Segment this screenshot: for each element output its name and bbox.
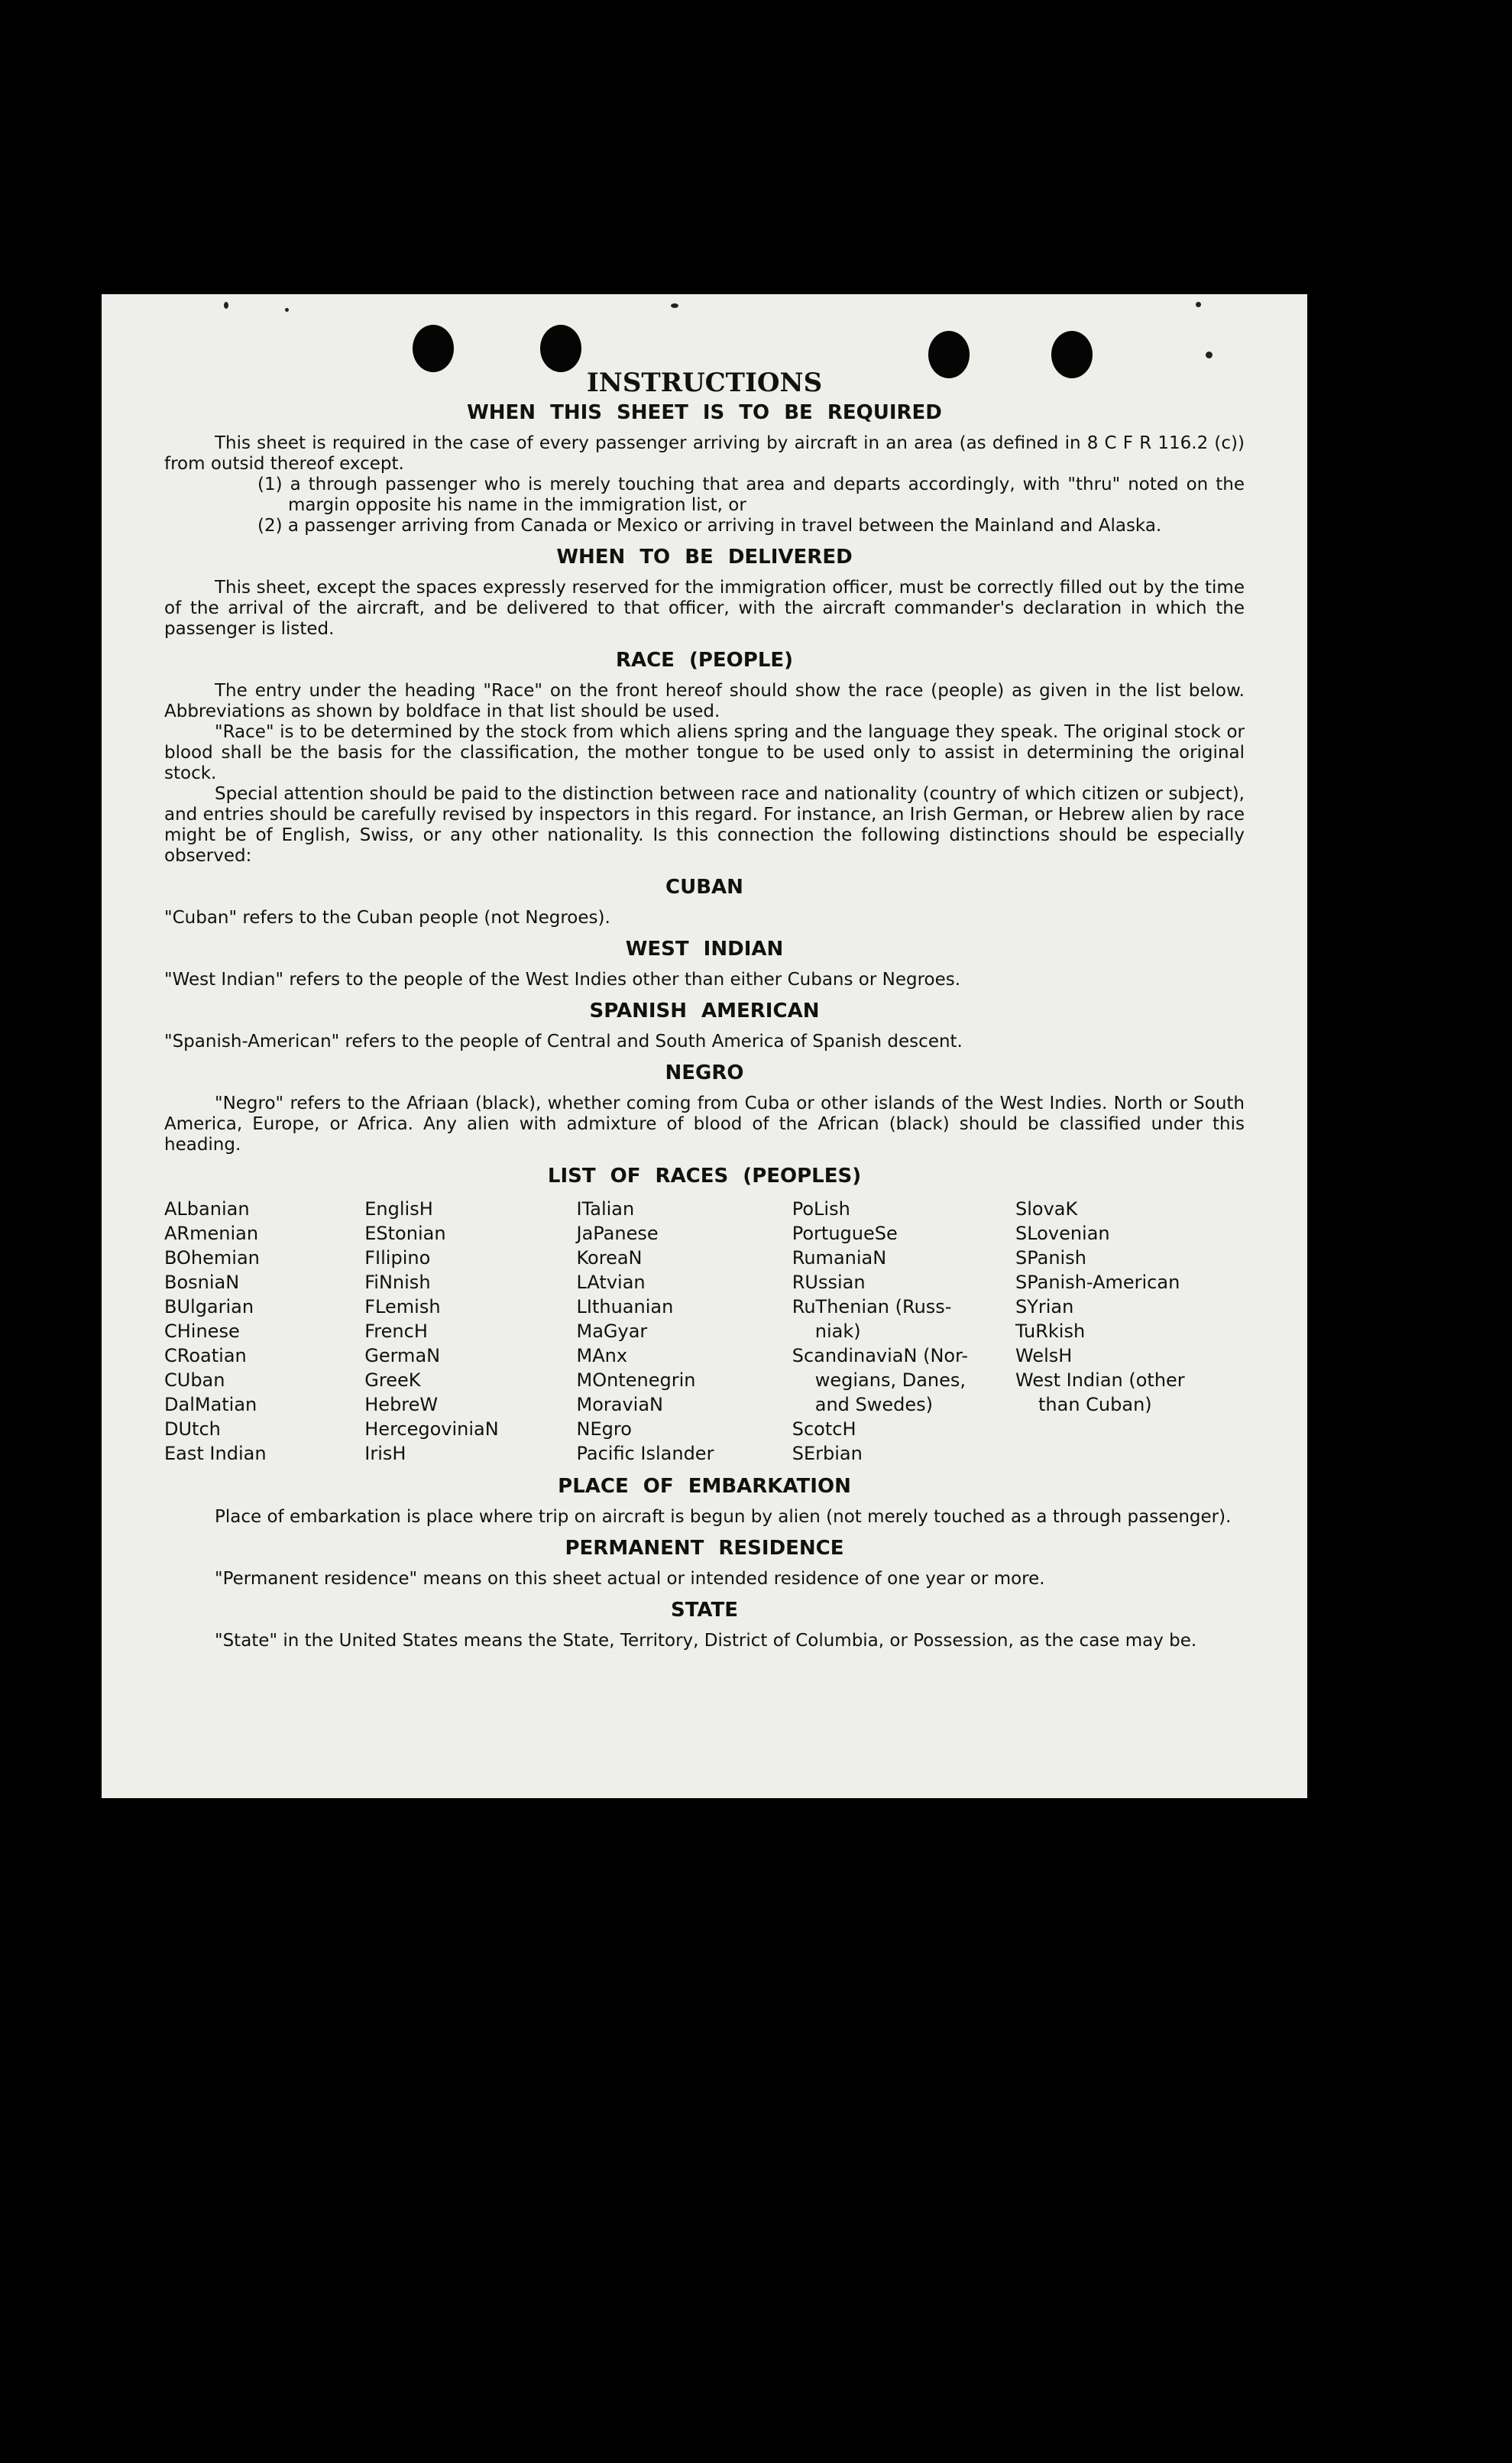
section-heading-cuban: CUBAN bbox=[665, 876, 743, 899]
race-entry: DalMatian bbox=[164, 1394, 257, 1415]
punch-hole bbox=[540, 325, 581, 372]
race-entry: BosniaN bbox=[164, 1272, 240, 1293]
race-entry: West Indian (other bbox=[1015, 1369, 1185, 1391]
races-column bbox=[577, 1197, 783, 1466]
race-entry: NEgro bbox=[576, 1418, 632, 1440]
race-entry: LAtvian bbox=[576, 1272, 646, 1293]
races-column bbox=[164, 1197, 355, 1466]
race-paragraph-3: Special attention should be paid to the distinction between race and nationality (country of which citizen or subject), and entries should be carefully revised by inspectors in this regard. For instance, an Irish German, or Hebrew alien by race might be of English, Swiss, or any other nationality. Is this connection the following distinctions should be especially observed: bbox=[164, 784, 1245, 866]
race-entry: SlovaK bbox=[1015, 1198, 1078, 1220]
race-entry: Pacific Islander bbox=[576, 1443, 714, 1464]
race-entry: RumaniaN bbox=[792, 1247, 887, 1269]
race-entry: DUtch bbox=[164, 1418, 221, 1440]
races-column bbox=[792, 1197, 1006, 1466]
race-entry: LIthuanian bbox=[576, 1296, 674, 1317]
race-entry: niak) bbox=[814, 1321, 861, 1342]
section-heading-residence: PERMANENT RESIDENCE bbox=[565, 1537, 844, 1560]
race-entry: CHinese bbox=[164, 1321, 240, 1342]
race-entry: ALbanian bbox=[164, 1198, 250, 1220]
document-sheet bbox=[102, 294, 1307, 1798]
races-column bbox=[1015, 1197, 1245, 1466]
section-heading-race: RACE (PEOPLE) bbox=[615, 649, 794, 672]
race-entry: SPanish bbox=[1015, 1247, 1086, 1269]
race-entry: RUssian bbox=[792, 1272, 866, 1293]
race-entry: CUban bbox=[164, 1369, 225, 1391]
race-paragraph-1: The entry under the heading "Race" on the front hereof should show the race (people) as given in the list below. Abbreviations as shown by boldface in that list should be used. bbox=[164, 681, 1245, 721]
page-title: INSTRUCTIONS bbox=[586, 368, 823, 398]
section-heading-negro: NEGRO bbox=[665, 1061, 744, 1084]
residence-text: "Permanent residence" means on this sheet actual or intended residence of one year or more. bbox=[215, 1569, 1045, 1589]
race-entry: TuRkish bbox=[1015, 1321, 1086, 1342]
races-column bbox=[364, 1197, 567, 1466]
section-heading-when-required: WHEN THIS SHEET IS TO BE REQUIRED bbox=[467, 401, 942, 424]
race-entry: ScotcH bbox=[792, 1418, 856, 1440]
section-heading-when-delivered: WHEN TO BE DELIVERED bbox=[556, 546, 853, 569]
punch-hole bbox=[413, 325, 454, 372]
race-entry: EStonian bbox=[364, 1223, 446, 1244]
race-entry: FLemish bbox=[364, 1296, 441, 1317]
race-entry: MOntenegrin bbox=[576, 1369, 696, 1391]
race-entry: ITalian bbox=[576, 1198, 635, 1220]
race-entry: PoLish bbox=[792, 1198, 850, 1220]
west-indian-text: "West Indian" refers to the people of the West Indies other than either Cubans or Negroes. bbox=[164, 970, 961, 990]
race-entry: ScandinaviaN (Nor- bbox=[792, 1345, 969, 1366]
race-entry: MaGyar bbox=[576, 1321, 648, 1342]
race-entry: SErbian bbox=[792, 1443, 863, 1464]
section-heading-state: STATE bbox=[670, 1599, 739, 1622]
paper-speck bbox=[1206, 352, 1213, 358]
when-required-intro: This sheet is required in the case of every passenger arriving by aircraft in an area (as defined in 8 C F R 116.2 (c)) from outsid thereof except. bbox=[164, 433, 1245, 474]
race-entry: BUlgarian bbox=[164, 1296, 254, 1317]
cuban-text: "Cuban" refers to the Cuban people (not Negroes). bbox=[164, 908, 610, 928]
negro-text: "Negro" refers to the Afriaan (black), whether coming from Cuba or other islands of the West Indies. North or South America, Europe, or Africa. Any alien with admixture of blood of the African (black) should be classified under this heading. bbox=[164, 1094, 1245, 1155]
spanish-american-text: "Spanish-American" refers to the people of Central and South America of Spanish descent. bbox=[164, 1032, 963, 1052]
race-entry: PortugueSe bbox=[792, 1223, 898, 1244]
race-entry: BOhemian bbox=[164, 1247, 260, 1269]
embarkation-text: Place of embarkation is place where trip on aircraft is begun by alien (not merely touched as a through passenger). bbox=[215, 1507, 1232, 1527]
race-entry: SLovenian bbox=[1015, 1223, 1110, 1244]
race-entry: MoraviaN bbox=[576, 1394, 663, 1415]
race-entry: WelsH bbox=[1015, 1345, 1073, 1366]
race-entry: IrisH bbox=[364, 1443, 406, 1464]
race-entry: SYrian bbox=[1015, 1296, 1074, 1317]
race-entry: ARmenian bbox=[164, 1223, 259, 1244]
race-entry: HebreW bbox=[364, 1394, 439, 1415]
race-entry: wegians, Danes, bbox=[814, 1369, 966, 1391]
race-entry: FIlipino bbox=[364, 1247, 431, 1269]
when-required-item-2: (2) a passenger arriving from Canada or Mexico or arriving in travel between the Mainland and Alaska. bbox=[257, 516, 1162, 536]
paper-speck bbox=[285, 308, 289, 312]
race-entry: and Swedes) bbox=[814, 1394, 934, 1415]
race-entry: FiNnish bbox=[364, 1272, 431, 1293]
races-list bbox=[164, 1197, 1245, 1466]
race-entry: CRoatian bbox=[164, 1345, 247, 1366]
paper-speck bbox=[224, 302, 228, 309]
section-heading-west-indian: WEST INDIAN bbox=[625, 938, 784, 961]
section-heading-spanish-american: SPANISH AMERICAN bbox=[589, 1000, 820, 1022]
race-entry: SPanish-American bbox=[1015, 1272, 1180, 1293]
race-entry: FrencH bbox=[364, 1321, 428, 1342]
race-entry: JaPanese bbox=[576, 1223, 659, 1244]
race-entry: East Indian bbox=[164, 1443, 267, 1464]
paper-speck bbox=[1196, 302, 1201, 307]
instructions-content bbox=[164, 368, 1245, 1651]
race-entry: GreeK bbox=[364, 1369, 421, 1391]
section-heading-races-list: LIST OF RACES (PEOPLES) bbox=[547, 1165, 862, 1188]
state-text: "State" in the United States means the State, Territory, District of Columbia, or Possession, as the case may be. bbox=[215, 1631, 1197, 1651]
race-entry: EnglisH bbox=[364, 1198, 433, 1220]
section-heading-embarkation: PLACE OF EMBARKATION bbox=[558, 1475, 851, 1498]
paper-speck bbox=[671, 303, 678, 308]
race-entry: HercegoviniaN bbox=[364, 1418, 499, 1440]
race-entry: RuThenian (Russ- bbox=[792, 1296, 952, 1317]
when-required-item-1: (1) a through passenger who is merely touching that area and departs accordingly, with "thru" noted on the margin opposite his name in the immigration list, or bbox=[257, 475, 1245, 515]
race-paragraph-2: "Race" is to be determined by the stock from which aliens spring and the language they speak. The original stock or blood shall be the basis for the classification, the mother tongue to be used only to assist in determining the original stock. bbox=[164, 722, 1245, 783]
when-delivered-text: This sheet, except the spaces expressly reserved for the immigration officer, must be correctly filled out by the time of the arrival of the aircraft, and be delivered to that officer, with the aircraft commander's declaration in which the passenger is listed. bbox=[164, 578, 1245, 639]
race-entry: GermaN bbox=[364, 1345, 441, 1366]
race-entry: than Cuban) bbox=[1038, 1394, 1152, 1415]
race-entry: KoreaN bbox=[576, 1247, 643, 1269]
race-entry: MAnx bbox=[576, 1345, 628, 1366]
